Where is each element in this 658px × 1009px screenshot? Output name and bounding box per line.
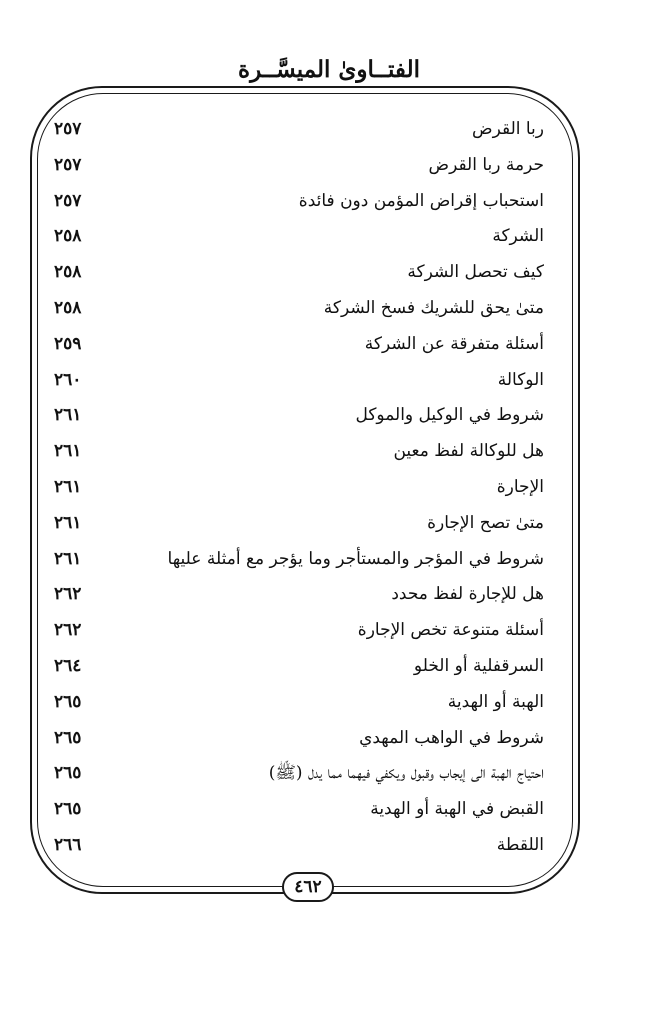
toc-entry-title: أسئلة متنوعة تخص الإجارة — [357, 620, 544, 641]
toc-entry — [54, 828, 544, 864]
toc-entry-title: هل للإجارة لفظ محدد — [391, 584, 544, 605]
toc-entry — [54, 613, 544, 649]
toc-entry — [54, 219, 544, 255]
page-number-badge: ٤٦٢ — [282, 872, 334, 902]
toc-entry-page-number: ٢٦١ — [54, 441, 82, 462]
toc-entry — [54, 792, 544, 828]
toc-entry — [54, 721, 544, 757]
toc-entry — [54, 184, 544, 220]
toc-entry-title: متىٰ يحق للشريك فسخ الشركة — [323, 297, 544, 318]
toc-entry-title: القبض في الهبة أو الهدية — [370, 799, 544, 820]
toc-entry-title: شروط في الوكيل والموكل — [355, 405, 544, 426]
toc-entry-page-number: ٢٦١ — [54, 476, 82, 497]
toc-entry-title: استحباب إقراض المؤمن دون فائدة — [298, 190, 544, 211]
toc-entry-page-number: ٢٥٧ — [54, 154, 82, 175]
toc-entry — [54, 685, 544, 721]
toc-entry-page-number: ٢٦٢ — [54, 620, 82, 641]
toc-entry-title: الشركة — [492, 226, 544, 247]
toc-entry-title: السرقفلية أو الخلو — [413, 655, 544, 676]
toc-entry-title: الوكالة — [497, 369, 544, 390]
toc-entry — [54, 112, 544, 148]
toc-entry-page-number: ٢٦١ — [54, 512, 82, 533]
toc-entry-page-number: ٢٦٦ — [54, 834, 82, 855]
toc-entry-title: كيف تحصل الشركة — [407, 262, 544, 283]
toc-entry-title: الإجارة — [496, 476, 544, 497]
toc-entry — [54, 398, 544, 434]
running-header-title: الفتــاوىٰ الميسَّــرة — [238, 56, 420, 83]
toc-entry-page-number: ٢٥٨ — [54, 262, 82, 283]
toc-entry — [54, 255, 544, 291]
toc-entry-page-number: ٢٦٥ — [54, 763, 82, 784]
toc-entry-title: شروط في الواهب المهدي — [359, 727, 544, 748]
toc-entry-title: أسئلة متفرقة عن الشركة — [364, 333, 544, 354]
toc-entry — [54, 363, 544, 399]
toc-entry-page-number: ٢٥٨ — [54, 226, 82, 247]
toc-entry — [54, 756, 544, 792]
toc-entry-title: حرمة ربا القرض — [428, 154, 544, 175]
toc-entry-page-number: ٢٦٠ — [54, 369, 82, 390]
toc-entry-title: احتياج الهبة الى إيجاب وقبول ويكفي فيهما مما يدل (ﷺ) — [268, 763, 544, 784]
toc-entry-page-number: ٢٦٤ — [54, 655, 82, 676]
toc-entry-page-number: ٢٦١ — [54, 548, 82, 569]
toc-entry — [54, 434, 544, 470]
toc-entry-page-number: ٢٥٧ — [54, 119, 82, 139]
toc-entry-title: متىٰ تصح الإجارة — [427, 512, 544, 533]
toc-entry-page-number: ٢٦٢ — [54, 584, 82, 605]
toc-entry — [54, 649, 544, 685]
toc-entry-page-number: ٢٦١ — [54, 405, 82, 426]
toc-entry-title: شروط في المؤجر والمستأجر وما يؤجر مع أمثلة عليها — [167, 548, 544, 569]
toc-entry-page-number: ٢٥٩ — [54, 333, 82, 354]
toc-entry-title: هل للوكالة لفظ معين — [393, 441, 544, 462]
toc-entry-page-number: ٢٦٥ — [54, 799, 82, 820]
toc-entry-page-number: ٢٦٥ — [54, 691, 82, 712]
toc-entry — [54, 506, 544, 542]
toc-entry — [54, 148, 544, 184]
toc-entry — [54, 542, 544, 578]
toc-entry — [54, 327, 544, 363]
toc-entry — [54, 470, 544, 506]
toc-entry-title: الهبة أو الهدية — [447, 691, 544, 712]
table-of-contents — [54, 112, 544, 864]
toc-entry-page-number: ٢٥٨ — [54, 297, 82, 318]
toc-entry-title: اللقطة — [496, 834, 544, 855]
toc-entry-page-number: ٢٦٥ — [54, 727, 82, 748]
toc-entry-title: ربا القرض — [472, 119, 544, 139]
toc-entry — [54, 291, 544, 327]
toc-entry — [54, 577, 544, 613]
toc-entry-page-number: ٢٥٧ — [54, 190, 82, 211]
